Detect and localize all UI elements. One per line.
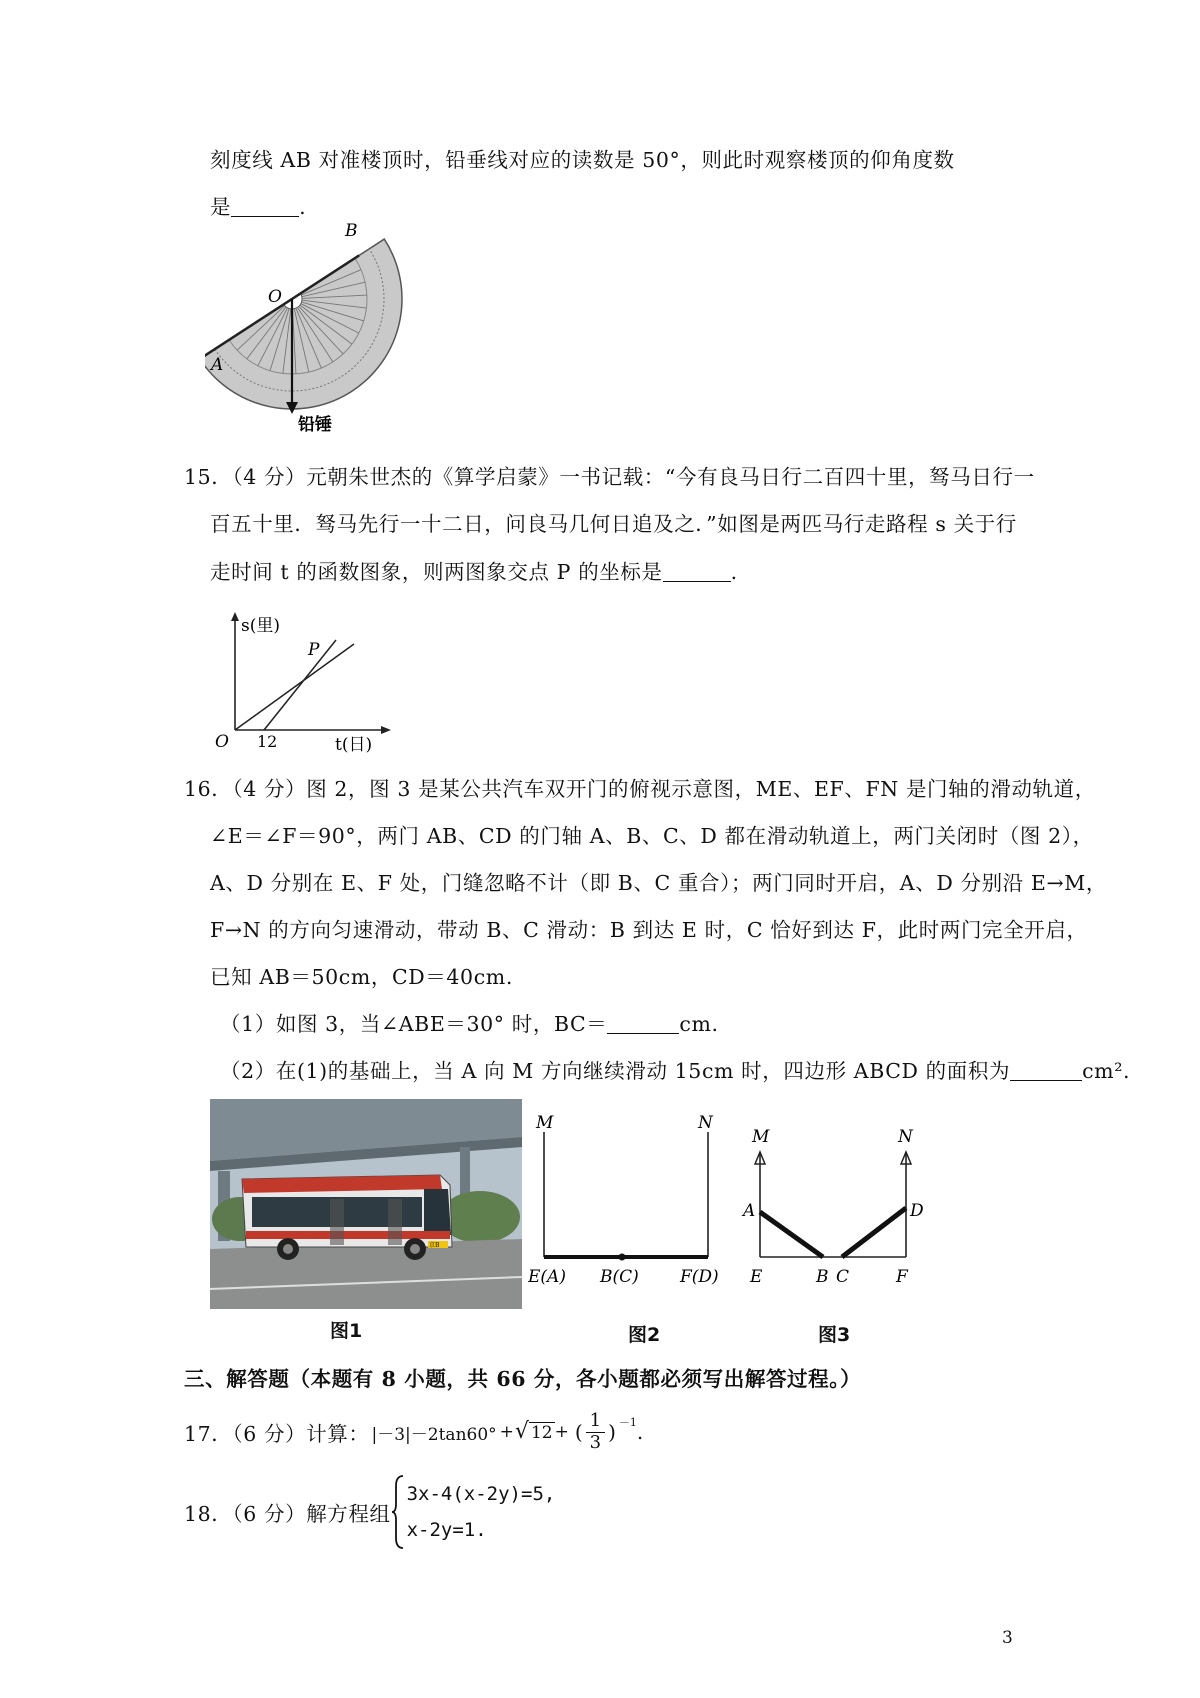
graph-y-label: s(里) xyxy=(241,616,280,636)
q16-line-5: 已知 AB＝50cm，CD＝40cm. xyxy=(210,965,513,989)
fig3-caption: 图3 xyxy=(818,1324,851,1346)
fig2-label-m: M xyxy=(536,1113,554,1133)
fig2-label-bc: B(C) xyxy=(600,1267,639,1287)
graph-point-p: P xyxy=(308,640,320,660)
q15-line-3 xyxy=(210,555,738,585)
protractor-label-b: B xyxy=(345,222,358,241)
q16-line-3: A、D 分别在 E、F 处，门缝忽略不计（即 B、C 重合）；两门同时开启，A、D 分别沿 E→M， xyxy=(210,871,1107,895)
q17-radical xyxy=(515,1421,555,1443)
q17-pre: 17．（6 分）计算： xyxy=(184,1422,370,1446)
fig3-label-b: B xyxy=(816,1267,829,1287)
q17-abs: |－3| xyxy=(371,1424,411,1445)
graph-tick-12: 12 xyxy=(257,732,278,751)
q17-mid: －2tan60° xyxy=(410,1424,497,1445)
fig3-label-n: N xyxy=(898,1127,913,1147)
q17-fraction xyxy=(586,1411,605,1453)
q16-sub-1-blank xyxy=(607,1011,679,1034)
q16-sub-1-post: cm. xyxy=(679,1012,719,1036)
q17-plus-2: + xyxy=(554,1422,569,1442)
q16-sub-2 xyxy=(220,1054,1130,1084)
protractor-figure xyxy=(205,222,435,440)
q18 xyxy=(184,1472,555,1552)
q17-radicand: 12 xyxy=(530,1422,553,1443)
fig3-label-c: C xyxy=(836,1267,850,1287)
q15-line-2: 百五十里．驽马先行一十二日，问良马几何日追及之．”如图是两匹马行走路程 s 关于行 xyxy=(210,512,1017,536)
q18-eq-2: x-2y=1. xyxy=(406,1519,487,1541)
figure-3-open-doors xyxy=(738,1112,928,1312)
q14-line-1: 刻度线 AB 对准楼顶时，铅垂线对应的读数是 50°，则此时观察楼顶的仰角度数 xyxy=(210,148,955,172)
q16-sub-1 xyxy=(220,1007,719,1037)
fig2-label-n: N xyxy=(698,1113,713,1133)
fig3-label-d: D xyxy=(910,1201,924,1221)
q17-frac-num: 1 xyxy=(589,1409,602,1431)
q18-eq-1: 3x-4(x-2y)=5, xyxy=(406,1483,556,1505)
q18-system xyxy=(407,1476,556,1548)
q16-sub-2-pre: （2）在(1)的基础上，当 A 向 M 方向继续滑动 15cm 时，四边形 ABCD 的面积为 xyxy=(220,1059,1011,1083)
protractor-label-o: O xyxy=(268,287,282,307)
brace-icon xyxy=(391,1474,405,1550)
q16-sub-2-blank xyxy=(1010,1058,1082,1081)
fig2-label-ea: E(A) xyxy=(528,1267,566,1287)
bus-plate: 京B xyxy=(429,1242,440,1249)
q16-line-1: 16．（4 分）图 2，图 3 是某公共汽车双开门的俯视示意图，ME、EF、FN 是门轴的滑动轨道， xyxy=(184,777,1096,801)
page-number: 3 xyxy=(1002,1628,1013,1648)
graph-origin-label: O xyxy=(215,732,229,752)
fig3-label-a: A xyxy=(743,1201,756,1221)
fig1-caption: 图1 xyxy=(330,1320,363,1342)
q16-line-4: F→N 的方向匀速滑动，带动 B、C 滑动：B 到达 E 时，C 恰好到达 F，此时两门完全开启， xyxy=(210,918,1088,942)
q17-exponent: －1 xyxy=(618,1416,637,1429)
q16-line-2: ∠E＝∠F＝90°，两门 AB、CD 的门轴 A、B、C、D 都在滑动轨道上，两门关闭时（图 2）， xyxy=(210,824,1094,848)
q17-frac-den: 3 xyxy=(586,1432,605,1454)
section-3-heading: 三、解答题（本题有 8 小题，共 66 分，各小题都必须写出解答过程。） xyxy=(184,1367,862,1391)
q16-sub-2-post: cm². xyxy=(1082,1059,1131,1083)
figure-2-closed-doors xyxy=(528,1112,728,1312)
fig2-label-fd: F(D) xyxy=(680,1267,719,1287)
bus-photo xyxy=(210,1099,522,1309)
graph-x-label: t(日) xyxy=(335,735,373,754)
q17-end: . xyxy=(636,1420,644,1444)
q14-line-2-pre: 是 xyxy=(210,195,232,219)
fig2-caption: 图2 xyxy=(628,1324,661,1346)
q17: 17．（6 分）计算： |－3| －2tan60° + √ 12 + ( $\frac{1}{3}$ ) －1 . xyxy=(184,1409,644,1453)
q14-line-2-post: . xyxy=(299,195,307,219)
q15-line-3-pre: 走时间 t 的函数图象，则两图象交点 P 的坐标是 xyxy=(210,560,663,584)
q16-sub-1-pre: （1）如图 3，当∠ABE＝30° 时，BC＝ xyxy=(220,1012,608,1036)
protractor-label-a: A xyxy=(211,355,224,375)
q15-line-1: 15．（4 分）元朝朱世杰的《算学启蒙》一书记载：“今有良马日行二百四十里，驽马日行一 xyxy=(184,465,1035,489)
fig3-label-f: F xyxy=(896,1267,908,1287)
q15-answer-blank xyxy=(663,559,731,582)
fig3-label-m: M xyxy=(752,1127,770,1147)
q15-line-3-post: . xyxy=(730,560,738,584)
fig3-label-e: E xyxy=(750,1267,763,1287)
q14-answer-blank xyxy=(231,194,299,217)
q17-plus-1: + xyxy=(499,1422,514,1442)
q14-line-2 xyxy=(210,190,306,220)
radical-sign-icon: √ xyxy=(514,1419,529,1444)
distance-time-graph xyxy=(205,612,405,754)
plumb-label: 铅锤 xyxy=(298,415,332,435)
q18-pre: 18．（6 分）解方程组 xyxy=(184,1502,391,1526)
